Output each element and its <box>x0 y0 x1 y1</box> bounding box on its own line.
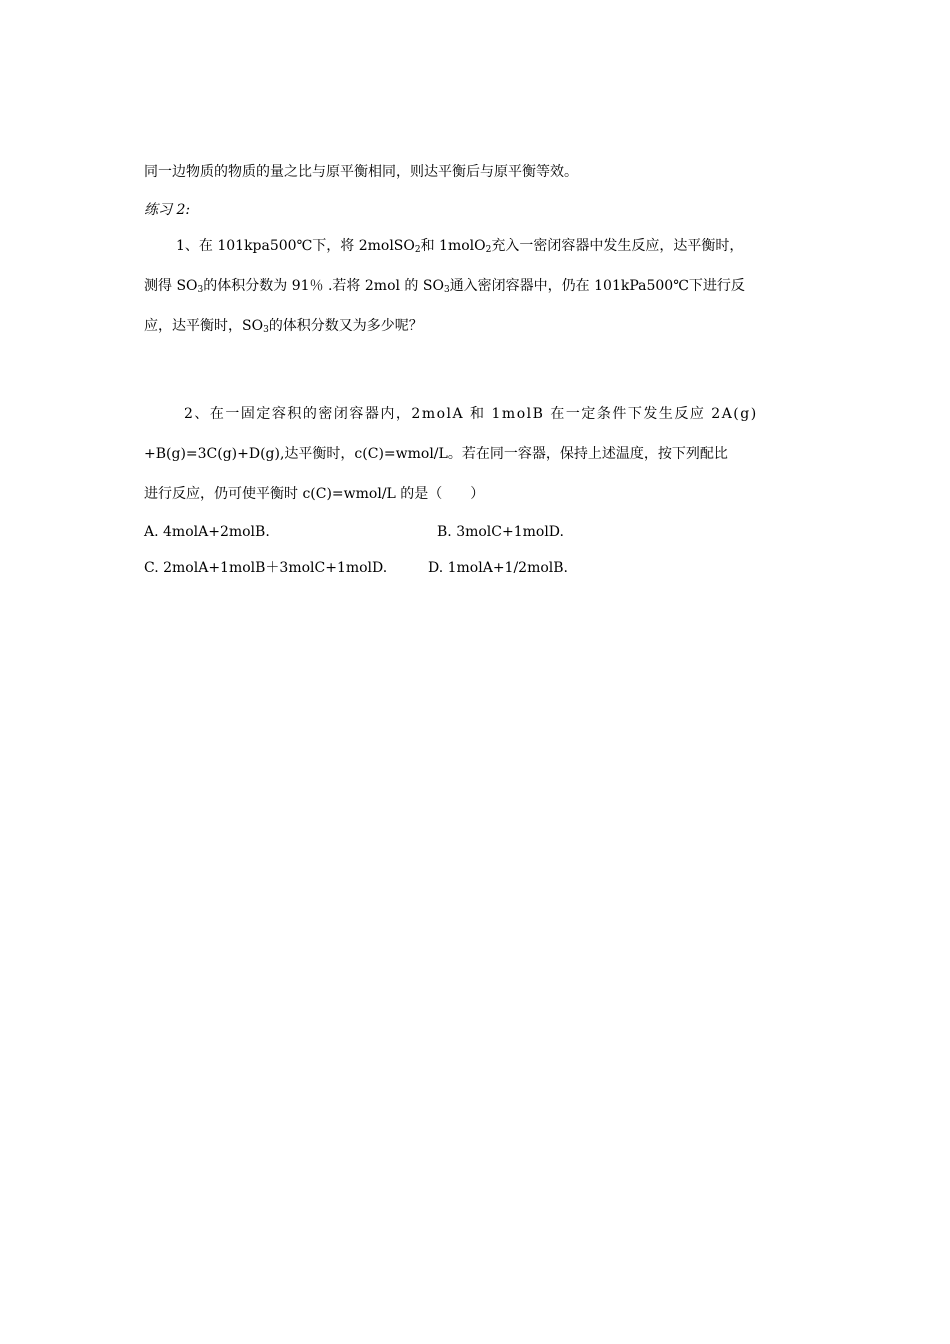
question-1-line-2 <box>144 276 745 296</box>
q1-text: 1、在 101kpa500℃下，将 2molSO <box>176 238 415 254</box>
question-2-line-3: 进行反应，仍可使平衡时 c(C)=wmol/L 的是（ ） <box>144 486 485 502</box>
q1-text: 通入密闭容器中，仍在 101kPa500℃下进行反 <box>449 278 745 294</box>
q1-text: 的体积分数为 91％ .若将 2mol 的 SO <box>203 278 444 294</box>
option-b: B. 3molC+1molD. <box>437 524 564 540</box>
subscript: 3 <box>443 285 450 295</box>
subscript: 3 <box>263 325 269 335</box>
option-c: C. 2molA+1molB＋3molC+1molD. <box>144 560 388 576</box>
question-2-line-1: 2、在一固定容积的密闭容器内，2molA 和 1molB 在一定条件下发生反应 2A(g) <box>184 406 758 422</box>
q1-text: 充入一密闭容器中发生反应，达平衡时， <box>491 238 744 254</box>
q1-text: 和 1molO <box>420 238 486 254</box>
subscript: 2 <box>414 245 421 255</box>
intro-line: 同一边物质的物质的量之比与原平衡相同，则达平衡后与原平衡等效。 <box>144 164 578 180</box>
q1-text: 应，达平衡时，SO <box>144 318 264 334</box>
q1-text: 的体积分数又为多少呢？ <box>268 318 423 334</box>
option-a: A. 4molA+2molB. <box>144 524 270 540</box>
option-d: D. 1molA+1/2molB. <box>428 560 569 576</box>
subscript: 2 <box>485 245 492 255</box>
subscript: 3 <box>197 285 204 295</box>
q1-text: 测得 SO <box>144 278 198 294</box>
question-1-line-1 <box>176 236 743 256</box>
question-1-line-3 <box>144 316 423 336</box>
question-2-line-2: +B(g)=3C(g)+D(g),达平衡时，c(C)=wmol/L。若在同一容器，保持上述温度，按下列配比 <box>144 446 728 462</box>
exercise-heading: 练习 2: <box>144 202 191 218</box>
